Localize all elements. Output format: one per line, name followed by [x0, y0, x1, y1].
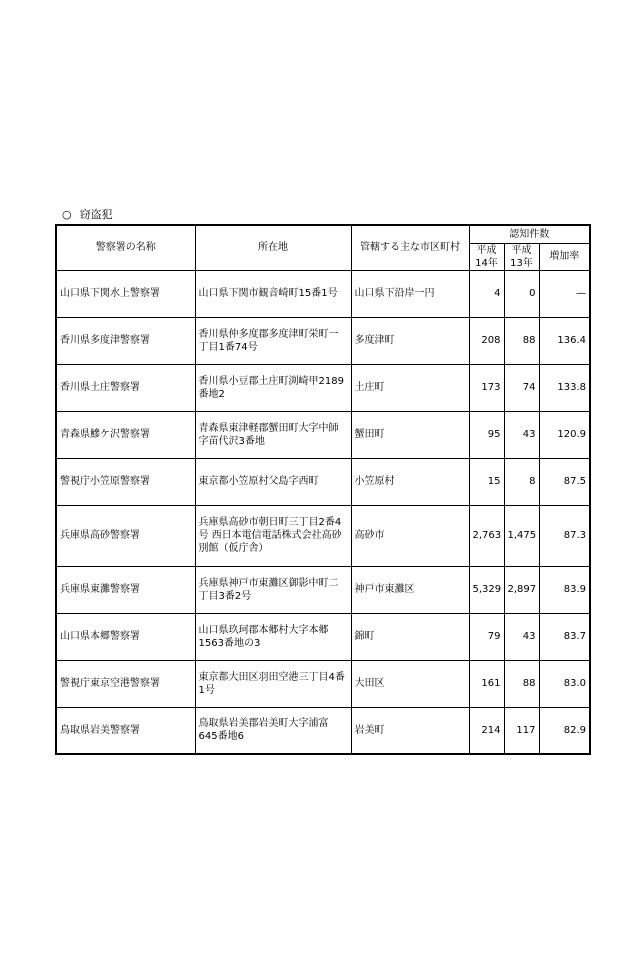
count-h13-cell: 2,897: [504, 566, 539, 613]
jurisdiction-cell: 神戸市東灘区: [351, 566, 469, 613]
jurisdiction-cell: 高砂市: [351, 505, 469, 566]
police-station-table: [55, 224, 591, 755]
count-h14-cell: 2,763: [469, 505, 504, 566]
address-cell: 兵庫県神戸市東灘区御影中町二丁目3番2号: [195, 566, 351, 613]
table-row: [56, 707, 590, 754]
header-h13: 平成 13年: [504, 243, 539, 270]
count-h13-cell: 43: [504, 411, 539, 458]
count-h13-cell: 0: [504, 270, 539, 317]
station-name-cell: 香川県土庄警察署: [56, 364, 195, 411]
jurisdiction-cell: 小笠原村: [351, 458, 469, 505]
section-title: [62, 208, 113, 222]
station-name-cell: 青森県鰺ケ沢警察署: [56, 411, 195, 458]
count-h14-cell: 79: [469, 613, 504, 660]
header-rate: 増加率: [539, 243, 590, 270]
table-row: [56, 364, 590, 411]
count-h14-cell: 214: [469, 707, 504, 754]
increase-rate-cell: 83.9: [539, 566, 590, 613]
increase-rate-cell: 82.9: [539, 707, 590, 754]
address-cell: 香川県小豆郡土庄町渕崎甲2189番地2: [195, 364, 351, 411]
increase-rate-cell: 133.8: [539, 364, 590, 411]
station-name-cell: 兵庫県東灘警察署: [56, 566, 195, 613]
table-row: [56, 317, 590, 364]
header-jurisdiction: 管轄する主な市区町村: [351, 225, 469, 270]
increase-rate-cell: —: [539, 270, 590, 317]
jurisdiction-cell: 錦町: [351, 613, 469, 660]
header-count-group: 認知件数: [469, 225, 590, 243]
table-row: [56, 660, 590, 707]
station-name-cell: 鳥取県岩美警察署: [56, 707, 195, 754]
header-h14: 平成 14年: [469, 243, 504, 270]
count-h14-cell: 173: [469, 364, 504, 411]
count-h14-cell: 161: [469, 660, 504, 707]
count-h14-cell: 5,329: [469, 566, 504, 613]
count-h13-cell: 88: [504, 660, 539, 707]
table-row: [56, 458, 590, 505]
count-h13-cell: 1,475: [504, 505, 539, 566]
address-cell: 東京都大田区羽田空港三丁目4番1号: [195, 660, 351, 707]
table-row: [56, 505, 590, 566]
section-title-text: 窃盗犯: [79, 208, 113, 221]
increase-rate-cell: 83.0: [539, 660, 590, 707]
address-cell: 香川県仲多度郡多度津町栄町一丁目1番74号: [195, 317, 351, 364]
address-cell: 青森県東津軽郡蟹田町大字中師字苗代沢3番地: [195, 411, 351, 458]
jurisdiction-cell: 土庄町: [351, 364, 469, 411]
count-h13-cell: 88: [504, 317, 539, 364]
table-row: [56, 613, 590, 660]
address-cell: 東京都小笠原村父島字西町: [195, 458, 351, 505]
header-address: 所在地: [195, 225, 351, 270]
increase-rate-cell: 87.3: [539, 505, 590, 566]
count-h14-cell: 208: [469, 317, 504, 364]
station-name-cell: 香川県多度津警察署: [56, 317, 195, 364]
jurisdiction-cell: 山口県下沿岸一円: [351, 270, 469, 317]
table-row: [56, 566, 590, 613]
count-h14-cell: 95: [469, 411, 504, 458]
station-name-cell: 警視庁小笠原警察署: [56, 458, 195, 505]
station-name-cell: 警視庁東京空港警察署: [56, 660, 195, 707]
station-name-cell: 兵庫県高砂警察署: [56, 505, 195, 566]
table-row: [56, 411, 590, 458]
count-h13-cell: 117: [504, 707, 539, 754]
table-row: [56, 270, 590, 317]
address-cell: 兵庫県高砂市朝日町三丁目2番4号 西日本電信電話株式会社高砂別館（仮庁舎）: [195, 505, 351, 566]
station-name-cell: 山口県本郷警察署: [56, 613, 195, 660]
table-body: [56, 270, 590, 754]
address-cell: 山口県玖珂郡本郷村大字本郷1563番地の3: [195, 613, 351, 660]
count-h14-cell: 4: [469, 270, 504, 317]
jurisdiction-cell: 岩美町: [351, 707, 469, 754]
increase-rate-cell: 120.9: [539, 411, 590, 458]
count-h13-cell: 74: [504, 364, 539, 411]
address-cell: 鳥取県岩美郡岩美町大字浦富645番地6: [195, 707, 351, 754]
station-name-cell: 山口県下関水上警察署: [56, 270, 195, 317]
count-h14-cell: 15: [469, 458, 504, 505]
circle-bullet-icon: ○: [62, 208, 72, 221]
count-h13-cell: 8: [504, 458, 539, 505]
increase-rate-cell: 136.4: [539, 317, 590, 364]
jurisdiction-cell: 蟹田町: [351, 411, 469, 458]
header-station-name: 警察署の名称: [56, 225, 195, 270]
count-h13-cell: 43: [504, 613, 539, 660]
jurisdiction-cell: 大田区: [351, 660, 469, 707]
address-cell: 山口県下関市観音崎町15番1号: [195, 270, 351, 317]
increase-rate-cell: 87.5: [539, 458, 590, 505]
jurisdiction-cell: 多度津町: [351, 317, 469, 364]
increase-rate-cell: 83.7: [539, 613, 590, 660]
